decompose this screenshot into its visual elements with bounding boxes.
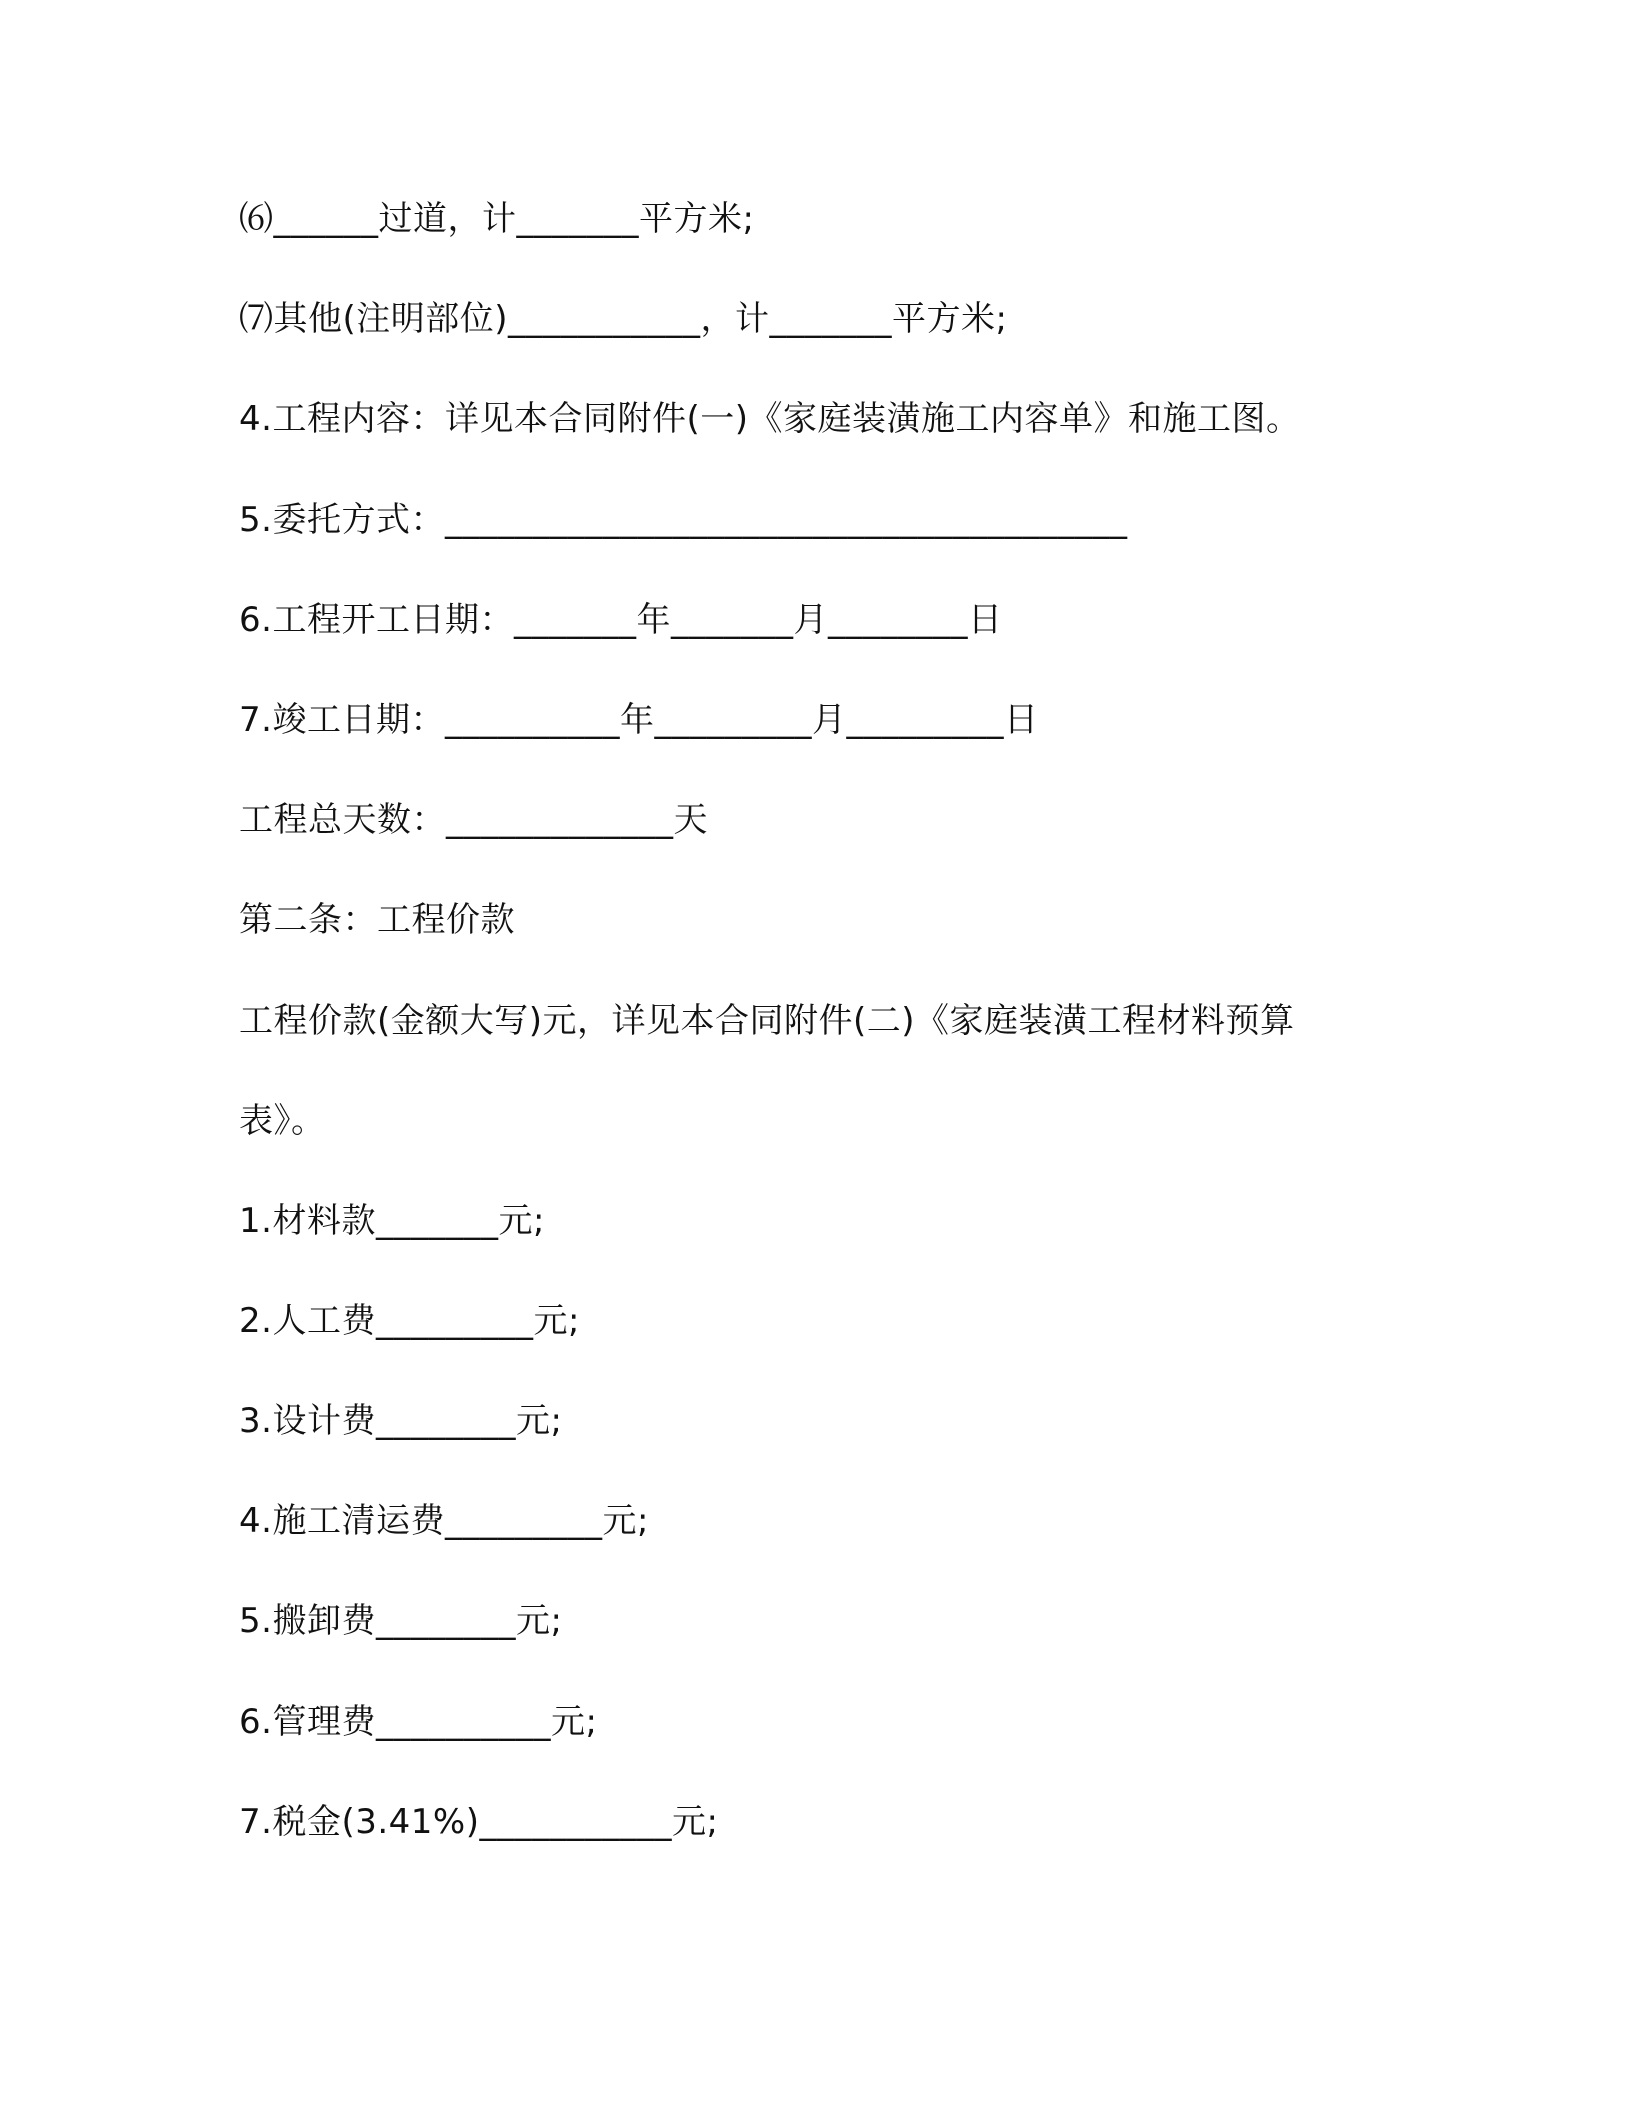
text-line-project-content: 4.工程内容：详见本合同附件(一)《家庭装潢施工内容单》和施工图。	[239, 399, 1301, 439]
text-line-handling-fee: 5.搬卸费________元;	[239, 1601, 563, 1641]
text-line-labor-fee: 2.人工费_________元;	[239, 1301, 580, 1341]
section-heading-article-2: 第二条：工程价款	[239, 900, 515, 940]
text-line-item-7-other: ⑺其他(注明部位)___________，计_______平方米;	[239, 299, 1008, 339]
text-line-project-price: 工程价款(金额大写)元，详见本合同附件(二)《家庭装潢工程材料预算	[239, 1001, 1295, 1041]
text-line-management-fee: 6.管理费__________元;	[239, 1702, 598, 1742]
text-line-commission-method: 5.委托方式：_______________________________________	[239, 500, 1128, 540]
text-line-tax: 7.税金(3.41%)___________元;	[239, 1802, 719, 1842]
text-line-total-days: 工程总天数：_____________天	[239, 800, 708, 840]
text-line-project-price-continued: 表》。	[239, 1101, 326, 1141]
text-line-cleanup-fee: 4.施工清运费_________元;	[239, 1501, 649, 1541]
text-line-material-fee: 1.材料款_______元;	[239, 1201, 545, 1241]
text-line-start-date: 6.工程开工日期：_______年_______月________日	[239, 600, 1003, 640]
text-line-design-fee: 3.设计费________元;	[239, 1401, 563, 1441]
text-line-completion-date: 7.竣工日期：__________年_________月_________日	[239, 700, 1039, 740]
text-line-item-6-corridor: ⑹______过道，计_______平方米;	[239, 199, 755, 239]
